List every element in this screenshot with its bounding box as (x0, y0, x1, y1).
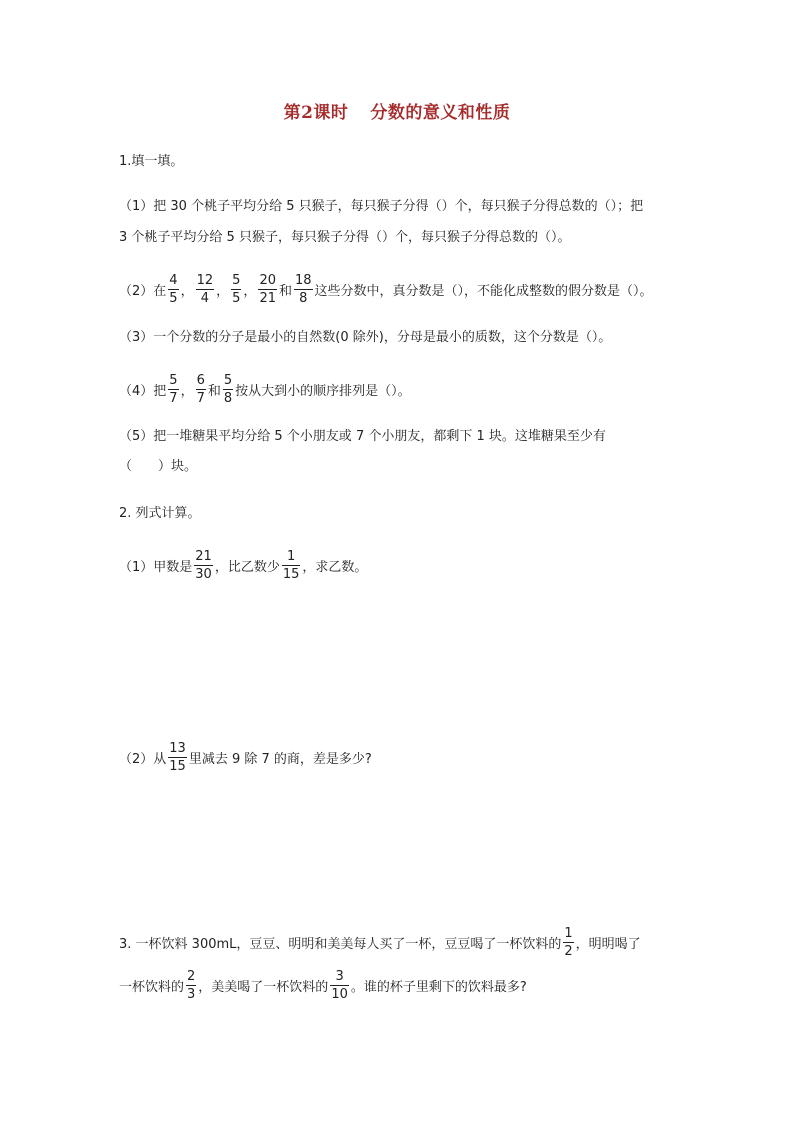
q1-part5-line2: （ ）块。 (119, 459, 198, 474)
page-title (0, 98, 794, 123)
q1-part5-line1: （5）把一堆糖果平均分给 5 个小朋友或 7 个小朋友，都剩下 1 块。这堆糖果至少有 (119, 429, 606, 444)
q3-line2: 一杯饮料的 $\frac{2}{3}$ ，美美喝了一杯饮料的 $\frac{3}{10}$ 。谁的杯子里剩下的饮料最多? (119, 969, 527, 1002)
fraction: $\frac{1}{2}$ (564, 926, 573, 959)
fraction: $\frac{4}{5}$ (169, 273, 178, 306)
fraction: $\frac{12}{4}$ (196, 273, 214, 306)
q3-line1: 3. 一杯饮料 300mL，豆豆、明明和美美每人买了一杯，豆豆喝了一杯饮料的 $\frac{1}{2}$ ，明明喝了 (119, 926, 641, 959)
fraction: $\frac{5}{8}$ (223, 373, 233, 406)
lesson-topic: 分数的意义和性质 (370, 103, 511, 123)
fraction: $\frac{13}{15}$ (169, 741, 186, 774)
q2-heading: 2. 列式计算。 (119, 506, 201, 521)
fraction: $\frac{2}{3}$ (187, 969, 196, 1002)
fraction: $\frac{6}{7}$ (196, 373, 205, 406)
fraction: $\frac{18}{8}$ (295, 273, 312, 306)
fraction: $\frac{3}{10}$ (331, 969, 348, 1002)
fraction: $\frac{1}{15}$ (282, 549, 300, 582)
q2-part1: （1）甲数是 $\frac{21}{30}$ ，比乙数少 $\frac{1}{15}$ ，求乙数。 (119, 549, 368, 582)
fraction: $\frac{5}{7}$ (169, 373, 178, 406)
q1-part4: （4）把 $\frac{5}{7}$ ， $\frac{6}{7}$ 和 $\frac{5}{8}$ 按从大到小的顺序排列是（）。 (119, 373, 411, 406)
lesson-number: 第2课时 (283, 103, 349, 123)
q1-part1-line2: 3 个桃子平均分给 5 只猴子，每只猴子分得（）个，每只猴子分得总数的（）。 (119, 230, 571, 245)
fraction: $\frac{21}{30}$ (195, 549, 212, 582)
q2-part2: （2）从 $\frac{13}{15}$ 里减去 9 除 7 的商，差是多少? (119, 741, 372, 774)
q1-heading: 1.填一填。 (119, 154, 184, 169)
fraction: $\frac{20}{21}$ (259, 273, 276, 306)
fraction: $\frac{5}{5}$ (232, 273, 241, 306)
q1-part3: （3）一个分数的分子是最小的自然数(0 除外)，分母是最小的质数，这个分数是（）。 (119, 330, 612, 345)
q1-part1-line1: （1）把 30 个桃子平均分给 5 只猴子，每只猴子分得（）个，每只猴子分得总数的（）；把 (119, 199, 644, 214)
q1-part2: （2）在 $\frac{4}{5}$ ， $\frac{12}{4}$ ， $\frac{5}{5}$ ， $\frac{20}{21}$ 和 $\frac{18}{8}$ 这些分数中，真分数是（），不能化成整数的假分数是（）。 (119, 273, 653, 306)
